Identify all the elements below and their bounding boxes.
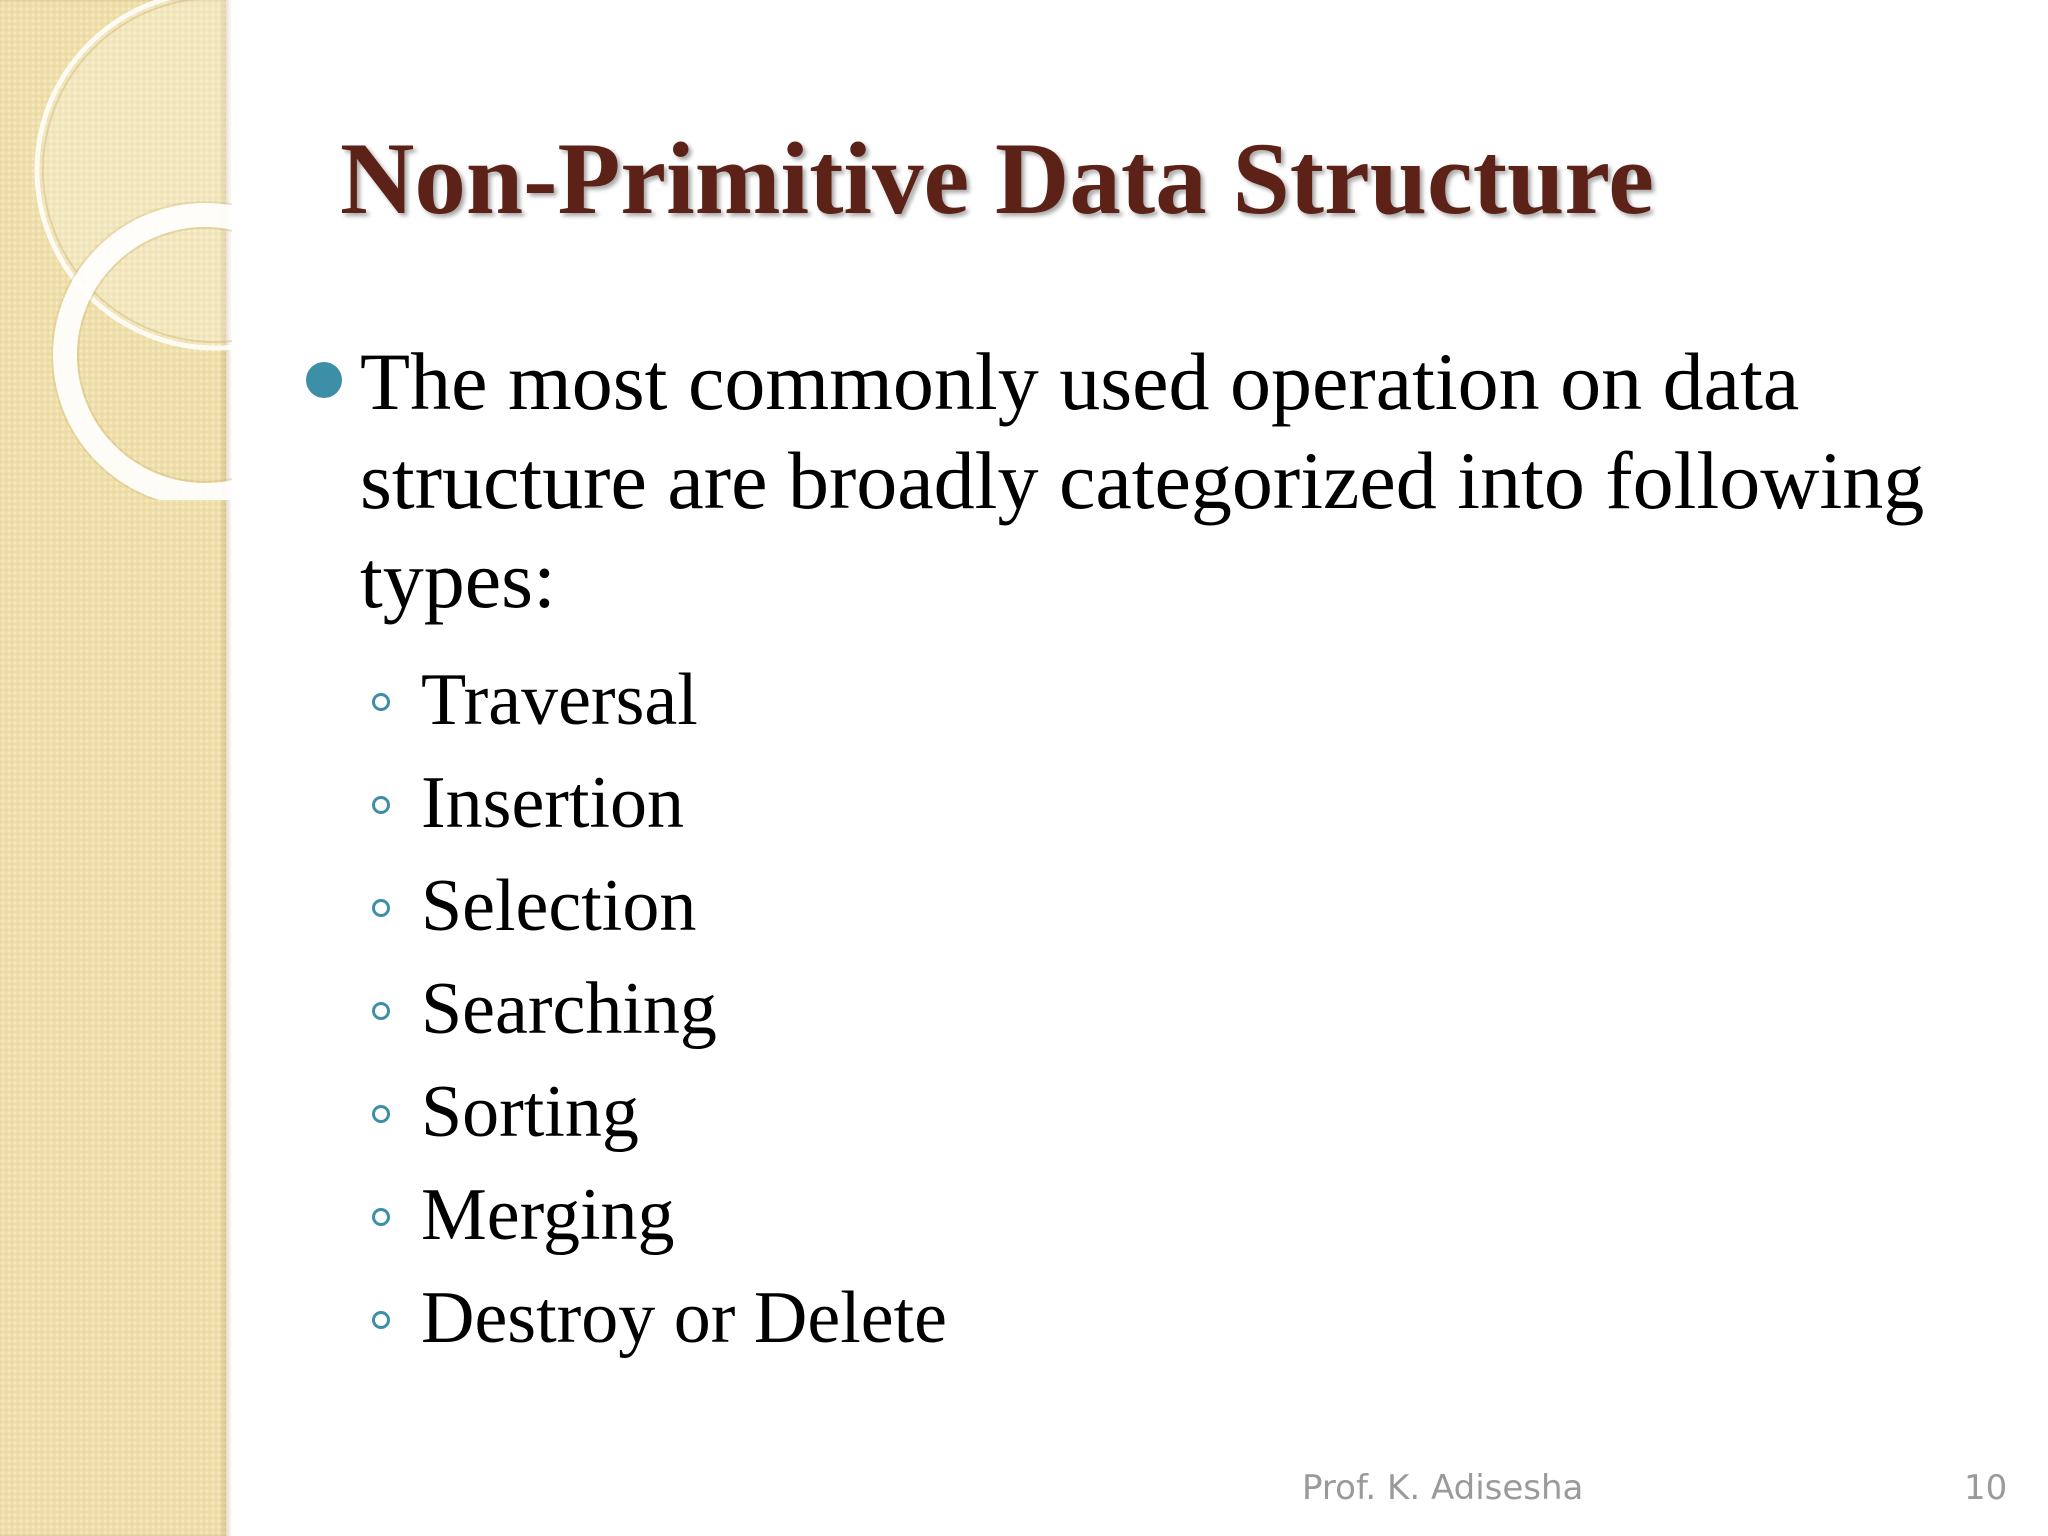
page-number: 10 xyxy=(1964,1468,2008,1508)
list-item-label: Destroy or Delete xyxy=(421,1277,948,1359)
hollow-bullet-icon xyxy=(372,693,390,711)
slide-title: Non-Primitive Data Structure xyxy=(340,122,1654,236)
list-item xyxy=(300,958,1980,1061)
list-item xyxy=(300,1267,1980,1370)
main-bullet-text: The most commonly used operation on data structure are broadly categorized into following types: xyxy=(360,336,1925,625)
hollow-bullet-icon xyxy=(372,1208,390,1226)
list-item xyxy=(300,649,1980,752)
list-item-label: Traversal xyxy=(421,659,698,741)
hollow-bullet-icon xyxy=(372,1002,390,1020)
decorative-rings-icon xyxy=(0,0,232,500)
list-item-label: Sorting xyxy=(421,1071,639,1153)
hollow-bullet-icon xyxy=(372,1311,390,1329)
list-item xyxy=(300,1164,1980,1267)
list-item-label: Searching xyxy=(421,968,717,1050)
list-item xyxy=(300,855,1980,958)
filled-bullet-icon xyxy=(306,362,342,398)
hollow-bullet-icon xyxy=(372,1105,390,1123)
list-item-label: Selection xyxy=(421,865,697,947)
footer-author: Prof. K. Adisesha xyxy=(1302,1468,1584,1508)
list-item xyxy=(300,1061,1980,1164)
hollow-bullet-icon xyxy=(372,796,390,814)
list-item-label: Merging xyxy=(421,1174,675,1256)
list-item-label: Insertion xyxy=(421,762,685,844)
operation-list xyxy=(300,649,1980,1370)
hollow-bullet-icon xyxy=(372,899,390,917)
main-bullet-point xyxy=(300,332,1980,629)
list-item xyxy=(300,752,1980,855)
slide-content xyxy=(300,332,1980,1370)
